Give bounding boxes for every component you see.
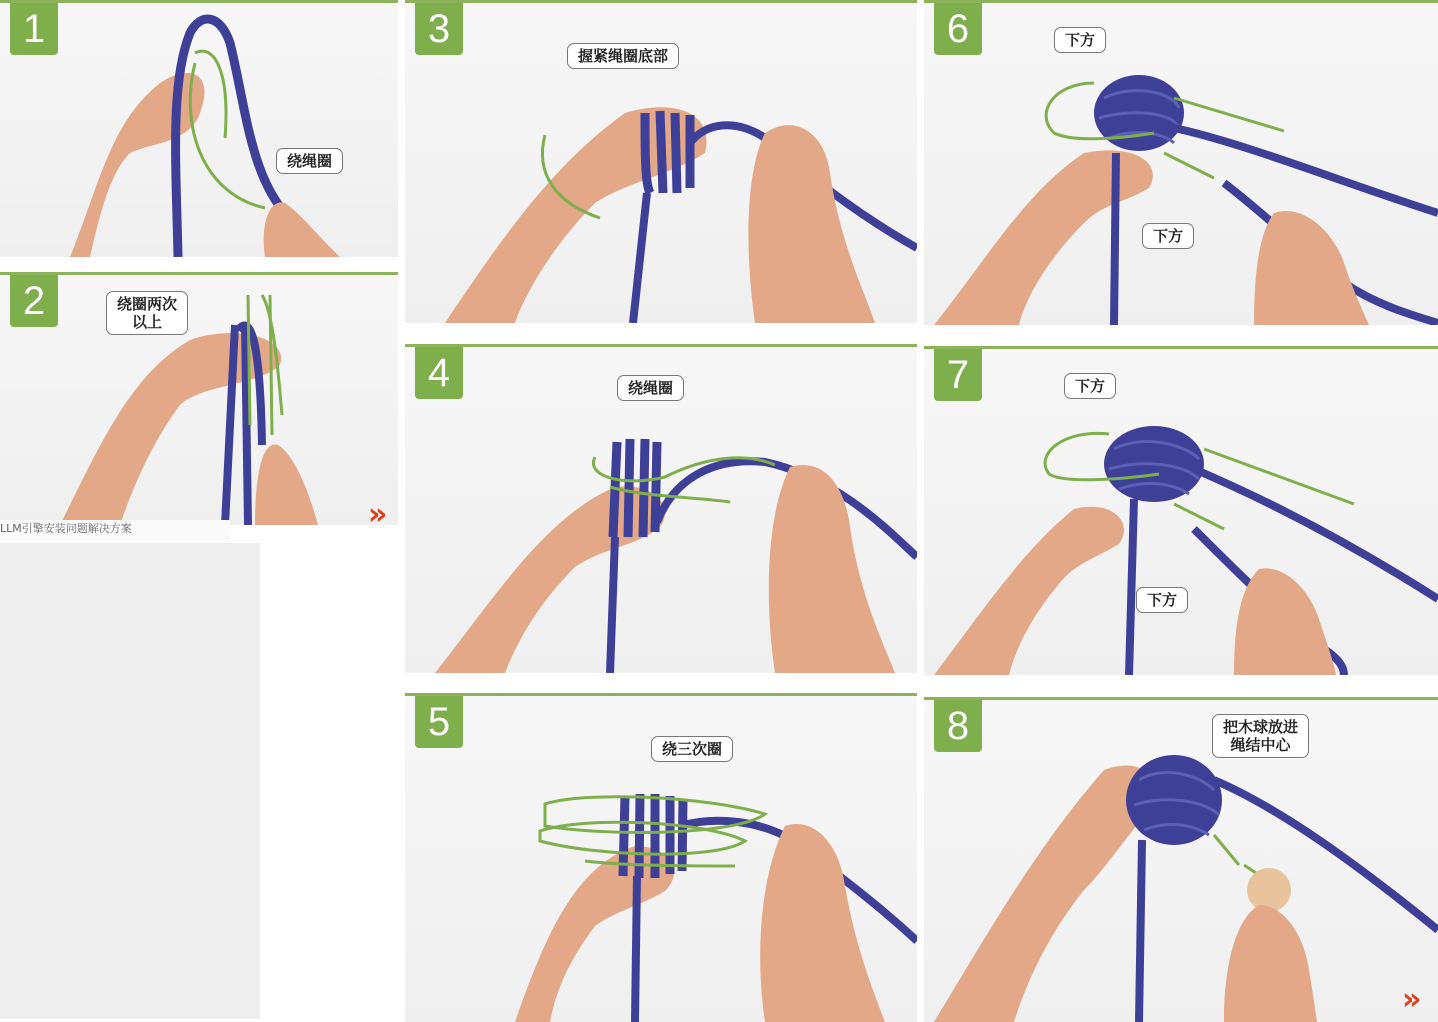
step-number-badge: 6 xyxy=(934,3,982,55)
step-panel-6 xyxy=(924,0,1438,325)
step-number-badge: 3 xyxy=(415,3,463,55)
callout-label: 把木球放进 绳结中心 xyxy=(1212,714,1309,758)
double-chevron-right-icon[interactable]: » xyxy=(1402,982,1416,1017)
step-2-illustration xyxy=(0,275,398,525)
step-panel-8 xyxy=(924,697,1438,1022)
step-panel-4 xyxy=(405,344,917,673)
callout-label: 下方 xyxy=(1136,587,1188,613)
step-number-badge: 8 xyxy=(934,700,982,752)
step-panel-7 xyxy=(924,346,1438,675)
step-number-badge: 4 xyxy=(415,347,463,399)
step-number-badge: 1 xyxy=(10,3,58,55)
callout-label: 绕三次圈 xyxy=(651,736,733,762)
step-number-badge: 5 xyxy=(415,696,463,748)
step-panel-3 xyxy=(405,0,917,323)
callout-label: 下方 xyxy=(1054,27,1106,53)
step-7-illustration xyxy=(924,349,1438,675)
double-chevron-right-icon[interactable]: » xyxy=(368,497,382,525)
callout-label: 绕绳圈 xyxy=(276,148,343,174)
callout-label: 绕绳圈 xyxy=(617,375,684,401)
callout-label: 握紧绳圈底部 xyxy=(567,43,679,69)
step-number-badge: 2 xyxy=(10,275,58,327)
step-panel-2 xyxy=(0,272,398,525)
callout-label: 下方 xyxy=(1064,373,1116,399)
step-6-illustration xyxy=(924,3,1438,325)
blank-area xyxy=(0,543,260,1019)
step-number-badge: 7 xyxy=(934,349,982,401)
footer-caption: LLM引擎安装问题解决方案 xyxy=(0,520,230,542)
step-panel-1 xyxy=(0,0,398,257)
step-8-illustration xyxy=(924,700,1438,1022)
callout-label: 下方 xyxy=(1142,223,1194,249)
step-1-illustration xyxy=(0,3,398,257)
callout-label: 绕圈两次 以上 xyxy=(106,291,188,335)
step-panel-5 xyxy=(405,693,917,1022)
